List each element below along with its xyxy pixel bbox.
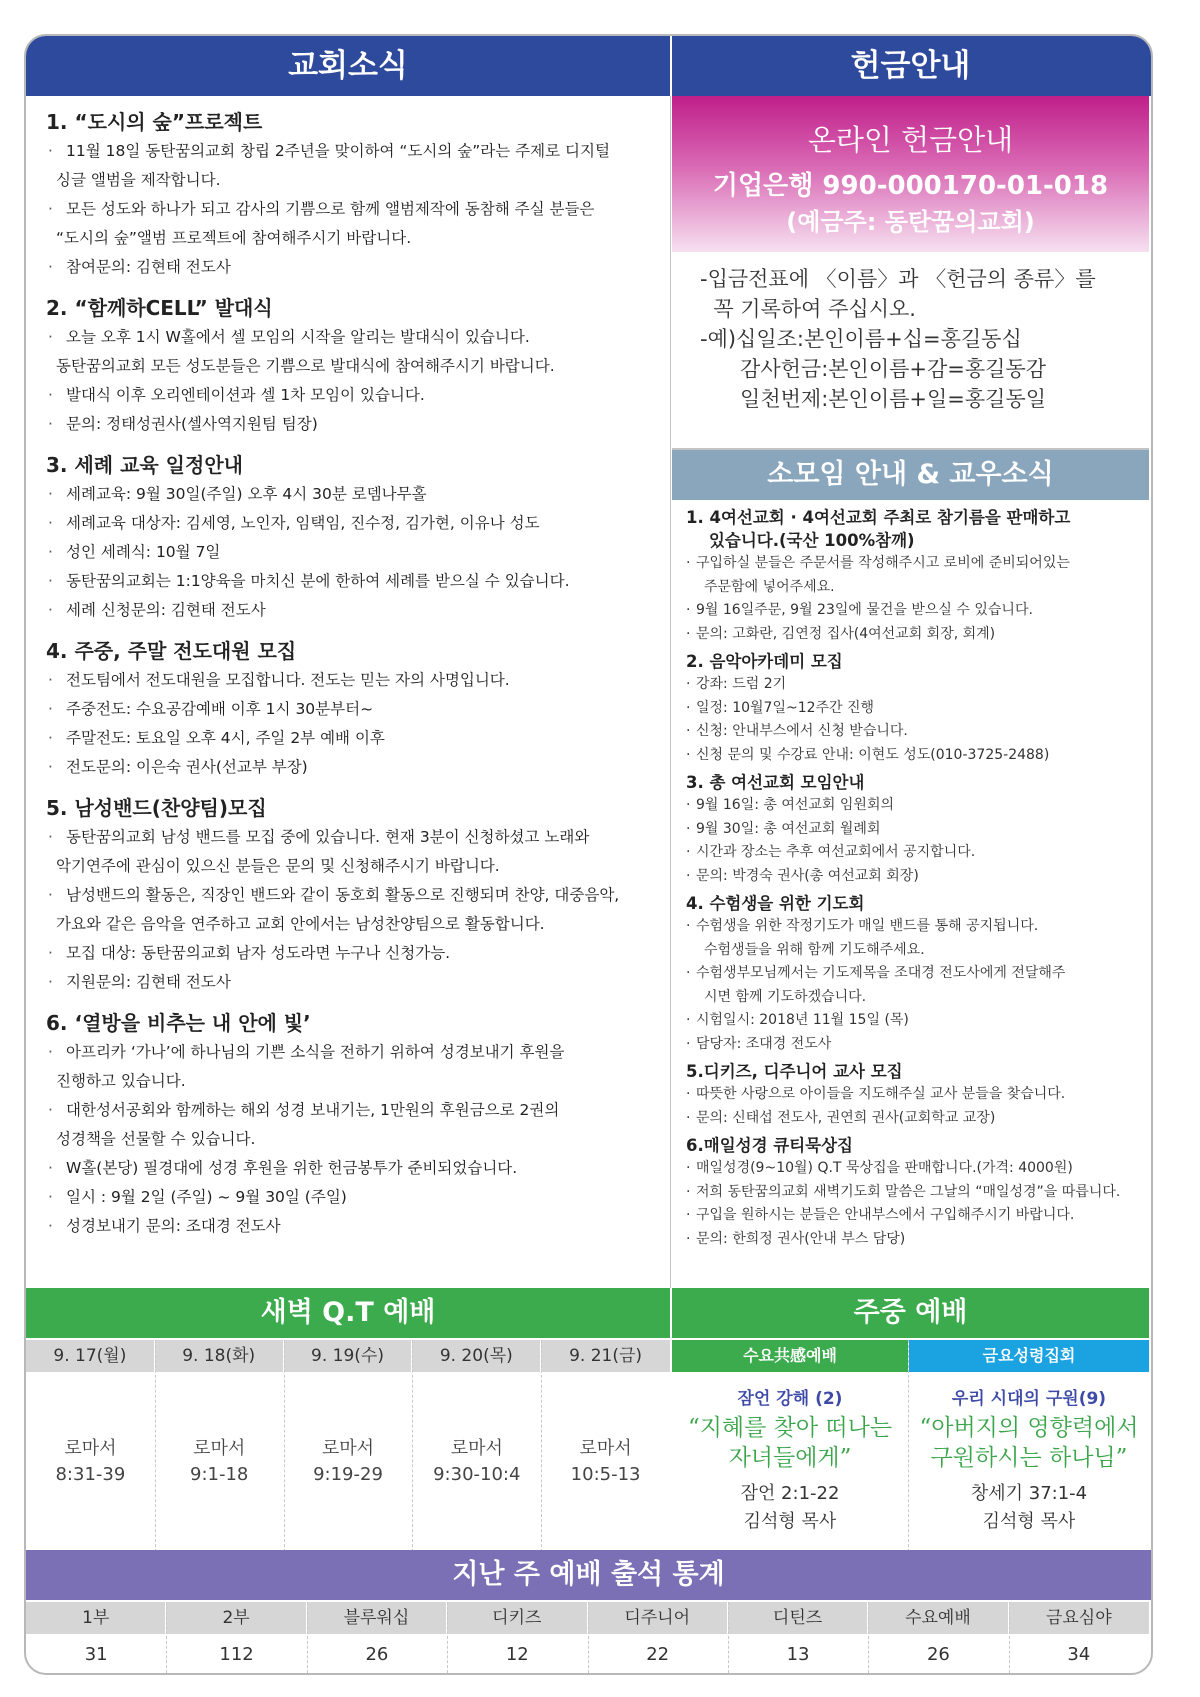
small-group-item-text: 시험일시: 2018년 11월 15일 (목)	[696, 1012, 909, 1028]
bullet-icon: ·	[48, 973, 53, 991]
news-item-text: 동탄꿈의교회는 1:1양육을 마치신 분에 한하여 세례를 받으실 수 있습니다.	[66, 572, 570, 590]
news-item	[46, 509, 660, 538]
small-group-item	[686, 697, 1143, 721]
wednesday-service-label: 수요共感예배	[672, 1340, 908, 1372]
news-item-text: 가요와 같은 음악을 연주하고 교회 안에서는 남성찬양팀으로 활동합니다.	[56, 915, 545, 933]
bullet-icon: ·	[48, 758, 53, 776]
news-list	[46, 480, 660, 625]
news-item	[46, 881, 660, 910]
news-item	[46, 538, 660, 567]
church-news-section	[26, 96, 670, 1288]
small-group-heading: 6.매일성경 큐티묵상집	[686, 1136, 853, 1155]
bullet-icon: ·	[686, 867, 691, 884]
small-group-item-text: 9월 16일: 총 여선교회 임원회의	[696, 797, 895, 813]
bullet-icon: ·	[686, 1207, 691, 1223]
small-group-item-text: 일정: 10월7일~12주간 진행	[696, 699, 875, 716]
small-group-item-text: 수험생을 위한 작정기도가 매일 밴드를 통해 공지됩니다.	[696, 918, 1039, 934]
news-item-text: 동탄꿈의교회 모든 성도분들은 기쁨으로 발대식에 참여해주시기 바랍니다.	[56, 357, 555, 375]
small-group-item	[686, 552, 1143, 576]
bullet-icon: ·	[48, 200, 53, 218]
bullet-icon: ·	[686, 723, 691, 739]
news-item	[46, 852, 660, 881]
bullet-icon: ·	[686, 1230, 691, 1247]
news-item-text: 일시 : 9월 2일 (주일) ~ 9월 30일 (주일)	[66, 1188, 347, 1206]
news-item	[46, 666, 660, 695]
offering-title: 헌금안내	[850, 48, 971, 84]
news-heading: 2. “함께하CELL” 발대식	[46, 296, 273, 320]
bullet-icon: ·	[686, 1183, 691, 1200]
news-item-text: 세례교육: 9월 30일(주일) 오후 4시 30분 로뎀나무홀	[66, 485, 427, 503]
news-list	[46, 323, 660, 439]
news-item-text: 전도팀에서 전도대원을 모집합니다. 전도는 믿는 자의 사명입니다.	[66, 671, 510, 689]
news-item-text: 모집 대상: 동탄꿈의교회 남자 성도라면 누구나 신청가능.	[66, 944, 451, 962]
qt-reading	[541, 1372, 670, 1552]
news-item	[46, 1212, 660, 1241]
small-group-item-text: 주문함에 넣어주세요.	[704, 578, 835, 595]
small-group-item	[686, 673, 1143, 697]
bullet-icon: ·	[48, 601, 53, 619]
news-item	[46, 910, 660, 939]
news-item-text: 모든 성도와 하나가 되고 감사의 기쁨으로 함께 앨범제작에 동참해 주실 분들은	[66, 200, 595, 218]
qt-reading-text	[155, 1436, 284, 1488]
qt-reading-text	[284, 1436, 413, 1488]
service-divider	[908, 1340, 909, 1552]
offering-guide	[700, 264, 1140, 414]
bullet-icon: ·	[686, 602, 691, 618]
news-heading: 6. ‘열방을 비추는 내 안에 빛’	[46, 1011, 311, 1035]
small-group-item	[686, 720, 1143, 744]
small-group-item	[686, 623, 1143, 647]
attendance-title: 지난 주 예배 출석 통계	[26, 1550, 1151, 1600]
qt-book: 로마서	[321, 1438, 375, 1459]
attendance-divider	[1009, 1602, 1010, 1673]
small-group-item	[686, 744, 1143, 768]
sermon-verse: 잠언 2:1-22	[740, 1483, 840, 1504]
attendance-divider	[728, 1602, 729, 1673]
news-item-text: W홀(본당) 필경대에 성경 후원을 위한 헌금봉투가 준비되었습니다.	[66, 1159, 518, 1177]
small-group-list	[686, 794, 1143, 888]
bullet-icon: ·	[686, 820, 691, 837]
small-group-item	[686, 1033, 1143, 1057]
small-group-item-text: 신청 문의 및 수강료 안내: 이현도 성도(010-3725-2488)	[696, 746, 1050, 763]
attendance-label: 수요예배	[868, 1602, 1007, 1634]
bullet-icon: ·	[686, 746, 691, 763]
bullet-icon: ·	[48, 1159, 53, 1177]
news-item-text: 문의: 정태성권사(셀사역지원팀 팀장)	[66, 415, 318, 433]
news-item-text: 주중전도: 수요공감예배 이후 1시 30분부터~	[66, 700, 374, 718]
bullet-icon: ·	[686, 844, 691, 860]
news-item-text: 참여문의: 김현태 전도사	[66, 258, 231, 276]
attendance-divider	[447, 1602, 448, 1673]
small-group-list	[686, 552, 1143, 646]
news-item-text: 동탄꿈의교회 남성 밴드를 모집 중에 있습니다. 현재 3분이 신청하셨고 노래와	[66, 828, 590, 846]
attendance-value: 112	[219, 1644, 254, 1665]
news-list	[46, 1038, 660, 1241]
attendance-divider	[868, 1602, 869, 1673]
small-group-list	[686, 1083, 1143, 1130]
bullet-icon: ·	[48, 828, 53, 846]
qt-day-label: 9. 17(월)	[26, 1340, 154, 1372]
sermon-title-line: 자녀들에게”	[728, 1445, 852, 1471]
qt-day-label: 9. 20(목)	[412, 1340, 540, 1372]
online-offering-box	[672, 96, 1149, 252]
qt-reading-text	[541, 1436, 670, 1488]
small-group-item-text: 9월 16일주문, 9월 23일에 물건을 받으실 수 있습니다.	[696, 602, 1033, 618]
bullet-icon: ·	[686, 1035, 691, 1052]
small-group-item	[686, 1107, 1143, 1131]
qt-divider	[284, 1340, 285, 1552]
attendance-value: 22	[646, 1644, 670, 1665]
news-item	[46, 166, 660, 195]
bullet-icon: ·	[686, 625, 691, 642]
small-group-heading: 5.디키즈, 디주니어 교사 모집	[686, 1062, 903, 1081]
qt-book: 로마서	[450, 1438, 503, 1459]
small-group-item	[686, 865, 1143, 889]
bullet-icon: ·	[48, 514, 53, 532]
attendance-divider	[307, 1602, 308, 1673]
bullet-icon: ·	[48, 729, 53, 747]
bullet-icon: ·	[48, 886, 53, 904]
sermon-pastor: 김석형 목사	[982, 1511, 1076, 1532]
news-item	[46, 939, 660, 968]
bullet-icon: ·	[48, 543, 53, 561]
qt-book: 로마서	[193, 1438, 246, 1459]
small-group-item-text: 문의: 한희정 권사(안내 부스 담당)	[696, 1230, 906, 1247]
bullet-icon: ·	[686, 1012, 691, 1028]
bullet-icon: ·	[48, 944, 53, 962]
news-item	[46, 753, 660, 782]
bullet-icon: ·	[686, 1086, 691, 1102]
offering-guide-line: -입금전표에 〈이름〉과 〈헌금의 종류〉를	[700, 267, 1096, 291]
news-item	[46, 1183, 660, 1212]
bullet-icon: ·	[48, 1188, 53, 1206]
qt-divider	[155, 1340, 156, 1552]
news-heading: 4. 주중, 주말 전도대원 모집	[46, 639, 297, 663]
offering-guide-line: 꼭 기록하여 주십시오.	[700, 297, 916, 321]
small-group-item-text: 따뜻한 사랑으로 아이들을 지도해주실 교사 분들을 찾습니다.	[696, 1086, 1066, 1102]
small-group-item	[686, 1228, 1143, 1252]
news-item	[46, 410, 660, 439]
news-item	[46, 695, 660, 724]
news-item-text: 세례교육 대상자: 김세영, 노인자, 임택임, 진수정, 김가현, 이유나 성도	[66, 514, 540, 532]
news-item-text: 세례 신청문의: 김현태 전도사	[66, 601, 266, 619]
attendance-value: 26	[365, 1644, 389, 1665]
sermon-series: 잠언 강해 (2)	[737, 1389, 843, 1409]
small-group-item	[686, 1009, 1143, 1033]
small-group-item-text: 시간과 장소는 추후 여선교회에서 공지합니다.	[696, 844, 976, 860]
qt-reading	[155, 1372, 284, 1552]
small-group-item-text: 저희 동탄꿈의교회 새벽기도회 말씀은 그날의 “매일성경”을 따릅니다.	[696, 1183, 1121, 1200]
small-group-item	[686, 599, 1143, 623]
news-heading: 1. “도시의 숲”프로젝트	[46, 110, 263, 134]
small-group-heading: 1. 4여선교회 · 4여선교회 주최로 참기름을 판매하고	[686, 508, 1071, 527]
bulletin-page	[24, 34, 1153, 1675]
qt-reading-text	[412, 1436, 541, 1488]
qt-verse: 8:31-39	[55, 1464, 126, 1485]
small-group-item-text: 구입하실 분들은 주문서를 작성해주시고 로비에 준비되어있는	[696, 555, 1070, 571]
bullet-icon: ·	[686, 965, 691, 981]
qt-divider	[412, 1340, 413, 1552]
small-group-item-text: 9월 30일: 총 여선교회 월례회	[696, 820, 881, 837]
sermon-pastor: 김석형 목사	[743, 1511, 837, 1532]
news-heading: 5. 남성밴드(찬양팀)모집	[46, 796, 267, 820]
bullet-icon: ·	[48, 1043, 53, 1061]
account-holder: (예금주: 동탄꿈의교회)	[786, 208, 1035, 236]
attendance-value: 34	[1067, 1644, 1091, 1665]
bullet-icon: ·	[48, 142, 53, 160]
qt-divider	[541, 1340, 542, 1552]
bullet-icon: ·	[686, 676, 691, 692]
small-groups-title: 소모임 안내 & 교우소식	[672, 450, 1149, 500]
small-group-item	[686, 576, 1143, 600]
small-group-list	[686, 673, 1143, 767]
qt-book: 로마서	[64, 1438, 117, 1459]
bullet-icon: ·	[686, 699, 691, 716]
small-group-item-text: 문의: 고화란, 김연정 집사(4여선교회 회장, 회계)	[696, 625, 996, 642]
small-group-section	[686, 892, 1143, 1056]
small-group-item	[686, 841, 1143, 865]
qt-reading	[284, 1372, 413, 1552]
small-group-list	[686, 1157, 1143, 1251]
news-section	[46, 792, 660, 997]
attendance-divider	[588, 1602, 589, 1673]
bullet-icon: ·	[48, 700, 53, 718]
small-group-item-text: 수험생들을 위해 함께 기도해주세요.	[704, 941, 925, 958]
news-item-text: 성경책을 선물할 수 있습니다.	[56, 1130, 256, 1148]
small-group-heading-cont: 있습니다.(국산 100%참깨)	[686, 531, 915, 550]
sermon-series: 우리 시대의 구원(9)	[951, 1389, 1107, 1409]
news-item-text: 진행하고 있습니다.	[56, 1072, 186, 1090]
small-group-section	[686, 771, 1143, 888]
news-item-text: 지원문의: 김현태 전도사	[66, 973, 231, 991]
bullet-icon: ·	[48, 671, 53, 689]
news-section	[46, 292, 660, 439]
news-item-text: 남성밴드의 활동은, 직장인 밴드와 같이 동호회 활동으로 진행되며 찬양, 대중음악,	[66, 886, 620, 904]
attendance-value: 26	[926, 1644, 950, 1665]
qt-day-label: 9. 18(화)	[155, 1340, 283, 1372]
news-item	[46, 195, 660, 224]
news-section	[46, 635, 660, 782]
small-group-list	[686, 915, 1143, 1056]
weekday-worship-title: 주중 예배	[672, 1288, 1149, 1338]
bullet-icon: ·	[48, 328, 53, 346]
news-item-text: 대한성서공회와 함께하는 해외 성경 보내기는, 1만원의 후원금으로 2권의	[66, 1101, 560, 1119]
small-group-item	[686, 939, 1143, 963]
small-group-item	[686, 1157, 1143, 1181]
small-group-item	[686, 1204, 1143, 1228]
news-item	[46, 253, 660, 282]
attendance-label: 디주니어	[588, 1602, 727, 1634]
news-item	[46, 1154, 660, 1183]
qt-title: 새벽 Q.T 예배	[26, 1288, 670, 1338]
qt-reading	[412, 1372, 541, 1552]
small-group-item	[686, 794, 1143, 818]
bullet-icon: ·	[686, 1160, 691, 1176]
attendance-label: 2부	[166, 1602, 305, 1634]
news-item-text: 악기연주에 관심이 있으신 분들은 문의 및 신청해주시기 바랍니다.	[56, 857, 500, 875]
service-sermon	[672, 1372, 908, 1552]
small-group-item-text: 시면 함께 기도하겠습니다.	[704, 988, 867, 1005]
news-list	[46, 666, 660, 782]
attendance-value: 31	[84, 1644, 108, 1665]
small-group-heading: 4. 수험생을 위한 기도회	[686, 894, 865, 913]
sermon-verse: 창세기 37:1-4	[970, 1483, 1088, 1504]
news-item	[46, 1125, 660, 1154]
small-group-item	[686, 915, 1143, 939]
small-group-section	[686, 1134, 1143, 1251]
news-item-text: 11월 18일 동탄꿈의교회 창립 2주년을 맞이하여 “도시의 숲”라는 주제로 디지털	[66, 142, 610, 160]
bullet-icon: ·	[48, 415, 53, 433]
small-group-item-text: 문의: 신태섭 전도사, 권연희 권사(교회학교 교장)	[696, 1109, 996, 1126]
news-item-text: 아프리카 ‘가나’에 하나님의 기쁜 소식을 전하기 위하여 성경보내기 후원을	[66, 1043, 565, 1061]
news-item	[46, 1096, 660, 1125]
news-item-text: 주말전도: 토요일 오후 4시, 주일 2부 예배 이후	[66, 729, 385, 747]
bank-account: 기업은행 990-000170-01-018	[712, 171, 1109, 201]
small-group-item-text: 문의: 박경숙 권사(총 여선교회 회장)	[696, 867, 919, 884]
attendance-label: 1부	[26, 1602, 165, 1634]
bullet-icon: ·	[686, 918, 691, 934]
small-group-item	[686, 962, 1143, 986]
attendance-label: 디키즈	[447, 1602, 586, 1634]
news-item-text: 성경보내기 문의: 조대경 전도사	[66, 1217, 281, 1235]
small-group-item-text: 담당자: 조대경 전도사	[696, 1035, 832, 1052]
news-item-text: “도시의 숲”앨범 프로젝트에 참여해주시기 바랍니다.	[56, 229, 412, 247]
small-group-item	[686, 986, 1143, 1010]
news-item	[46, 823, 660, 852]
news-section	[46, 449, 660, 625]
small-group-heading: 2. 음악아카데미 모집	[686, 652, 843, 671]
news-list	[46, 823, 660, 997]
news-item	[46, 724, 660, 753]
news-item-text: 발대식 이후 오리엔테이션과 셀 1차 모임이 있습니다.	[66, 386, 425, 404]
news-item	[46, 968, 660, 997]
news-item-text: 전도문의: 이은숙 권사(선교부 부장)	[66, 758, 308, 776]
qt-verse: 9:30-10:4	[433, 1464, 521, 1485]
bullet-icon: ·	[48, 1217, 53, 1235]
sermon-title-line: 구원하시는 하나님”	[930, 1445, 1128, 1471]
small-group-item-text: 신청: 안내부스에서 신청 받습니다.	[696, 723, 908, 739]
small-group-heading: 3. 총 여선교회 모임안내	[686, 773, 865, 792]
news-item	[46, 381, 660, 410]
church-news-title: 교회소식	[288, 48, 408, 84]
news-item	[46, 567, 660, 596]
attendance-label: 금요심야	[1009, 1602, 1149, 1634]
bullet-icon: ·	[48, 258, 53, 276]
news-section	[46, 1007, 660, 1241]
offering-guide-line: -예)십일조:본인이름+십=홍길동십	[700, 327, 1022, 351]
sermon-title-line: “지혜를 찾아 떠나는	[687, 1415, 893, 1441]
bullet-icon: ·	[686, 1109, 691, 1126]
column-divider	[670, 96, 671, 1288]
small-groups-section	[672, 500, 1149, 1285]
small-group-item	[686, 1083, 1143, 1107]
news-item	[46, 352, 660, 381]
small-group-item	[686, 1181, 1143, 1205]
sermon-title	[672, 1413, 908, 1473]
small-group-section	[686, 650, 1143, 767]
news-list	[46, 137, 660, 282]
qt-reading	[26, 1372, 155, 1552]
bullet-icon: ·	[48, 572, 53, 590]
small-group-item-text: 강좌: 드럼 2기	[696, 676, 787, 692]
offering-guide-line: 일천번제:본인이름+일=홍길동일	[700, 387, 1047, 411]
friday-service-label: 금요성령집회	[909, 1340, 1149, 1372]
news-item	[46, 224, 660, 253]
small-group-item-text: 매일성경(9~10월) Q.T 묵상집을 판매합니다.(가격: 4000원)	[696, 1160, 1073, 1176]
news-section	[46, 106, 660, 282]
attendance-divider	[166, 1602, 167, 1673]
small-group-item-text: 구입을 원하시는 분들은 안내부스에서 구입해주시기 바랍니다.	[696, 1207, 1075, 1223]
sermon-title	[909, 1413, 1149, 1473]
sermon-title-line: “아버지의 영향력에서	[919, 1415, 1139, 1441]
service-sermon	[909, 1372, 1149, 1552]
qt-reading-text	[26, 1436, 155, 1488]
qt-day-label: 9. 21(금)	[541, 1340, 670, 1372]
qt-day-label: 9. 19(수)	[284, 1340, 412, 1372]
online-offering-title: 온라인 헌금안내	[807, 123, 1014, 157]
small-group-item	[686, 818, 1143, 842]
small-group-section	[686, 506, 1143, 646]
news-item	[46, 480, 660, 509]
qt-verse: 9:19-29	[313, 1464, 383, 1485]
bullet-icon: ·	[48, 1101, 53, 1119]
attendance-value: 12	[505, 1644, 529, 1665]
qt-book: 로마서	[579, 1438, 632, 1459]
attendance-label: 디틴즈	[728, 1602, 867, 1634]
news-item	[46, 596, 660, 625]
news-item	[46, 323, 660, 352]
bullet-icon: ·	[686, 555, 691, 571]
news-item-text: 성인 세례식: 10월 7일	[66, 543, 221, 561]
bullet-icon: ·	[48, 386, 53, 404]
small-group-section	[686, 1060, 1143, 1130]
attendance-label: 블루워십	[307, 1602, 446, 1634]
bullet-icon: ·	[48, 485, 53, 503]
qt-verse: 10:5-13	[570, 1464, 641, 1485]
attendance-value: 13	[786, 1644, 810, 1665]
qt-verse: 9:1-18	[190, 1464, 249, 1485]
news-item-text: 오늘 오후 1시 W홀에서 셀 모임의 시작을 알리는 발대식이 있습니다.	[66, 328, 530, 346]
news-item-text: 싱글 앨범을 제작합니다.	[56, 171, 221, 189]
news-heading: 3. 세례 교육 일정안내	[46, 453, 243, 477]
news-item	[46, 137, 660, 166]
news-item	[46, 1067, 660, 1096]
offering-guide-line: 감사헌금:본인이름+감=홍길동감	[700, 357, 1047, 381]
bullet-icon: ·	[686, 797, 691, 813]
news-item	[46, 1038, 660, 1067]
small-group-item-text: 수험생부모님께서는 기도제목을 조대경 전도사에게 전달해주	[696, 965, 1066, 981]
